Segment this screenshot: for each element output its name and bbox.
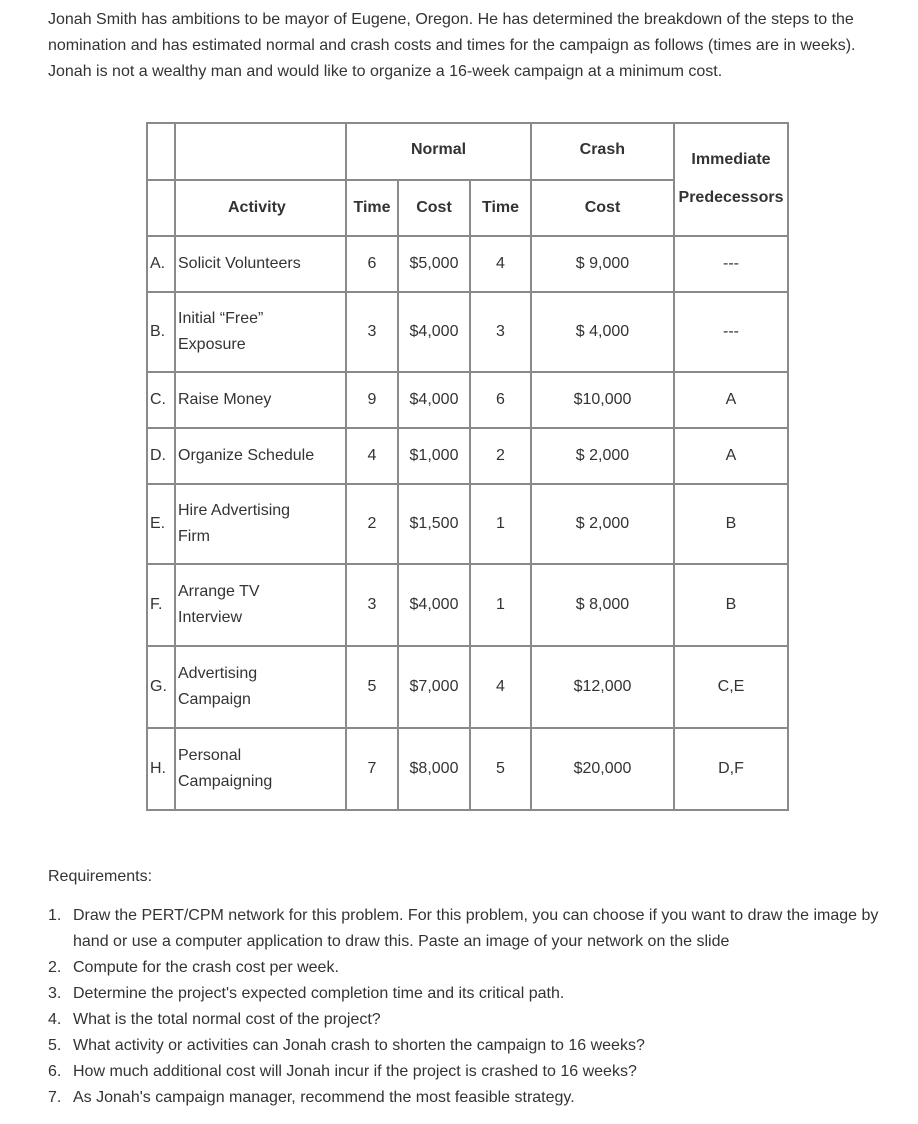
requirements-title: Requirements: — [48, 868, 153, 885]
row-letter: D. — [147, 428, 175, 484]
normal-cost: $4,000 — [398, 372, 470, 428]
table-row — [147, 372, 788, 428]
blank-header-cell — [147, 180, 175, 236]
crash-cost: $ 9,000 — [531, 236, 674, 292]
normal-time: 6 — [346, 236, 398, 292]
normal-cost: $8,000 — [398, 728, 470, 810]
crash-cost: $ 2,000 — [531, 428, 674, 484]
crash-cost-header: Cost — [531, 180, 674, 236]
immediate-predecessors-header — [674, 123, 788, 236]
normal-cost: $4,000 — [398, 564, 470, 646]
normal-time: 3 — [346, 564, 398, 646]
predecessors: D,F — [674, 728, 788, 810]
crash-time: 1 — [470, 484, 531, 564]
crash-group-header: Crash — [531, 123, 674, 180]
predecessors: C,E — [674, 646, 788, 728]
item-number: 1. — [48, 907, 62, 924]
item-number: 7. — [48, 1089, 62, 1106]
crash-cost: $ 2,000 — [531, 484, 674, 564]
row-letter: C. — [147, 372, 175, 428]
normal-time: 9 — [346, 372, 398, 428]
activity-table — [146, 122, 789, 811]
normal-time: 4 — [346, 428, 398, 484]
table-row — [147, 292, 788, 372]
item-number: 5. — [48, 1037, 62, 1054]
item-text: What is the total normal cost of the project? — [73, 1011, 381, 1028]
item-text: Draw the PERT/CPM network for this problem. For this problem, you can choose if you want to draw the image by hand or use a computer application to draw this. Paste an image of your network on the slide — [73, 907, 879, 950]
crash-cost: $ 4,000 — [531, 292, 674, 372]
blank-header-cell — [175, 123, 346, 180]
blank-header-cell — [147, 123, 175, 180]
crash-time-header: Time — [470, 180, 531, 236]
normal-cost: $4,000 — [398, 292, 470, 372]
predecessors: B — [674, 564, 788, 646]
crash-cost: $ 8,000 — [531, 564, 674, 646]
predecessors-label: Predecessors — [678, 189, 784, 206]
crash-time: 1 — [470, 564, 531, 646]
item-number: 6. — [48, 1063, 62, 1080]
crash-time: 5 — [470, 728, 531, 810]
activity-name: Personal Campaigning — [175, 728, 346, 810]
predecessors: A — [674, 372, 788, 428]
row-letter: B. — [147, 292, 175, 372]
normal-group-header: Normal — [346, 123, 531, 180]
table-row — [147, 236, 788, 292]
row-letter: E. — [147, 484, 175, 564]
list-item — [48, 1007, 893, 1033]
normal-cost: $7,000 — [398, 646, 470, 728]
crash-time: 2 — [470, 428, 531, 484]
crash-time: 4 — [470, 236, 531, 292]
list-item — [48, 1085, 893, 1111]
problem-intro: Jonah Smith has ambitions to be mayor of Eugene, Oregon. He has determined the breakdown of the steps to the nomination and has estimated normal and crash costs and times for the campaign as follows (times are in weeks). Jonah is not a wealthy man and would like to organize a 16-week campaign at a minimum cost. — [48, 11, 856, 80]
activity-header: Activity — [175, 180, 346, 236]
normal-time: 2 — [346, 484, 398, 564]
predecessors: A — [674, 428, 788, 484]
crash-time: 3 — [470, 292, 531, 372]
table-row — [147, 646, 788, 728]
crash-cost: $20,000 — [531, 728, 674, 810]
header-row-groups — [147, 123, 788, 180]
normal-time: 3 — [346, 292, 398, 372]
crash-cost: $12,000 — [531, 646, 674, 728]
row-letter: A. — [147, 236, 175, 292]
item-number: 4. — [48, 1011, 62, 1028]
requirements-list — [48, 903, 893, 1111]
normal-time: 5 — [346, 646, 398, 728]
predecessors: B — [674, 484, 788, 564]
row-letter: F. — [147, 564, 175, 646]
table-row — [147, 564, 788, 646]
activity-name: Organize Schedule — [175, 428, 346, 484]
item-text: As Jonah's campaign manager, recommend the most feasible strategy. — [73, 1089, 575, 1106]
normal-cost: $1,500 — [398, 484, 470, 564]
activity-name: Initial “Free” Exposure — [175, 292, 346, 372]
crash-cost: $10,000 — [531, 372, 674, 428]
activity-name: Raise Money — [175, 372, 346, 428]
predecessors: --- — [674, 236, 788, 292]
table-row — [147, 728, 788, 810]
list-item — [48, 955, 893, 981]
normal-cost-header: Cost — [398, 180, 470, 236]
item-text: What activity or activities can Jonah crash to shorten the campaign to 16 weeks? — [73, 1037, 645, 1054]
normal-cost: $1,000 — [398, 428, 470, 484]
item-text: Compute for the crash cost per week. — [73, 959, 339, 976]
row-letter: G. — [147, 646, 175, 728]
item-number: 3. — [48, 985, 62, 1002]
table-row — [147, 428, 788, 484]
item-text: How much additional cost will Jonah incur if the project is crashed to 16 weeks? — [73, 1063, 637, 1080]
activity-name: Advertising Campaign — [175, 646, 346, 728]
list-item — [48, 1033, 893, 1059]
row-letter: H. — [147, 728, 175, 810]
immediate-label: Immediate — [691, 151, 771, 168]
list-item — [48, 981, 893, 1007]
list-item — [48, 1059, 893, 1085]
normal-cost: $5,000 — [398, 236, 470, 292]
normal-time: 7 — [346, 728, 398, 810]
normal-time-header: Time — [346, 180, 398, 236]
activity-name: Hire Advertising Firm — [175, 484, 346, 564]
activity-name: Solicit Volunteers — [175, 236, 346, 292]
item-text: Determine the project's expected completion time and its critical path. — [73, 985, 565, 1002]
list-item — [48, 903, 893, 955]
item-number: 2. — [48, 959, 62, 976]
table-row — [147, 484, 788, 564]
predecessors: --- — [674, 292, 788, 372]
crash-time: 4 — [470, 646, 531, 728]
activity-name: Arrange TV Interview — [175, 564, 346, 646]
crash-time: 6 — [470, 372, 531, 428]
